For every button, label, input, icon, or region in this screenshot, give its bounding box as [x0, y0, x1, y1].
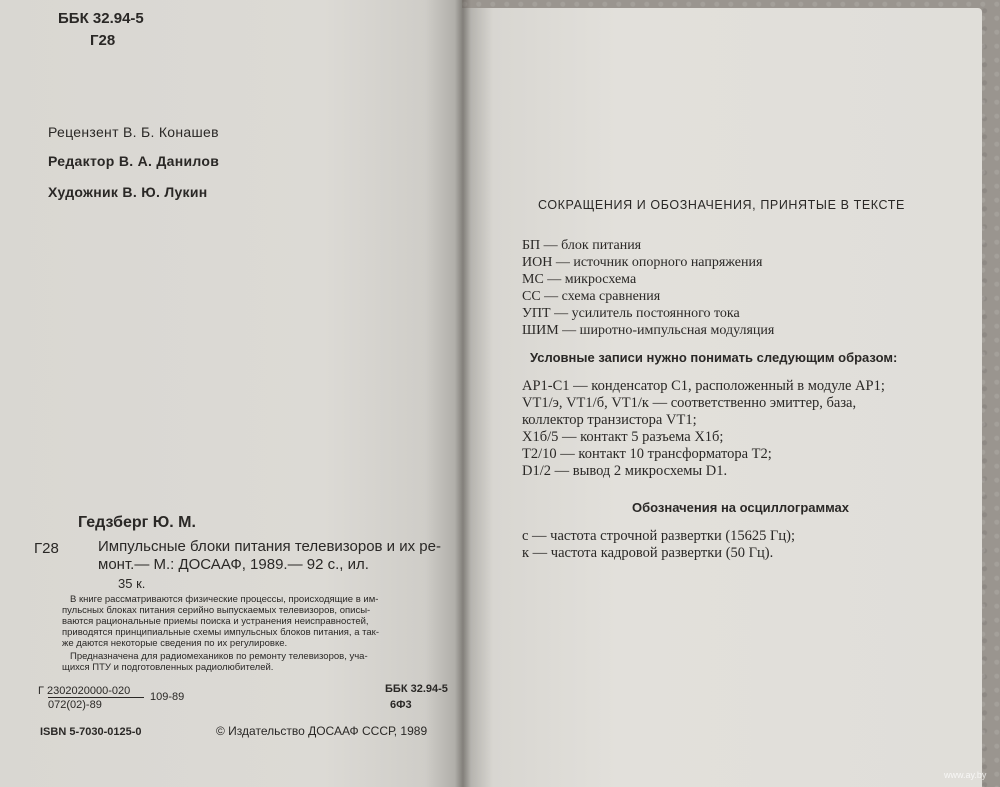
bbk-code-top: ББК 32.94-5 — [58, 10, 144, 27]
catalog-fraction-line — [48, 697, 144, 698]
section-heading: СОКРАЩЕНИЯ И ОБОЗНАЧЕНИЯ, ПРИНЯТЫЕ В ТЕКСТЕ — [538, 198, 905, 212]
price: 35 к. — [118, 576, 146, 591]
watermark: www.ay.by — [944, 770, 987, 780]
catalog-code-top: Г28 — [90, 32, 116, 49]
book-gutter-shadow — [455, 0, 471, 787]
annotation-line: приводятся принципиальные схемы импульсных блоков питания, а так- — [62, 627, 379, 638]
abbreviation-item: БП — блок питания — [522, 238, 642, 253]
credit-reviewer: Рецензент В. Б. Конашев — [48, 124, 219, 140]
catalog-fraction-bottom: 072(02)-89 — [48, 699, 102, 711]
catalog-code-bottom: 6Ф3 — [390, 699, 412, 711]
annotation-line: пульсных блоках питания серийно выпускаемых телевизоров, описы- — [62, 605, 371, 616]
record-line: X1б/5 — контакт 5 разъема X1б; — [522, 429, 724, 445]
catalog-code-entry: Г28 — [34, 540, 59, 557]
bbk-code-bottom: ББК 32.94-5 — [385, 683, 448, 695]
oscillogram-line: с — частота строчной развертки (15625 Гц); — [522, 528, 796, 544]
record-line: AP1-C1 — конденсатор C1, расположенный в модуле AP1; — [522, 378, 885, 394]
record-line: коллектор транзистора VT1; — [522, 412, 697, 428]
record-line: VT1/э, VT1/б, VT1/к — соответственно эмиттер, база, — [522, 395, 857, 411]
abbreviation-item: ШИМ — широтно-импульсная модуляция — [522, 323, 775, 338]
left-page — [0, 0, 462, 787]
abbreviation-item: СС — схема сравнения — [522, 289, 661, 304]
credit-editor: Редактор В. А. Данилов — [48, 153, 220, 169]
subheading-oscillograms: Обозначения на осциллограммах — [632, 500, 850, 515]
catalog-suffix: 109-89 — [150, 691, 185, 703]
annotation-line: ваются рациональные приемы поиска и устранения неисправностей, — [62, 616, 369, 627]
biblio-line-1: Импульсные блоки питания телевизоров и их ре- — [98, 538, 441, 555]
biblio-line-2: монт.— М.: ДОСААФ, 1989.— 92 с., ил. — [98, 556, 369, 573]
copyright: © Издательство ДОСААФ СССР, 1989 — [216, 724, 428, 738]
isbn: ISBN 5-7030-0125-0 — [40, 726, 142, 738]
oscillogram-line: к — частота кадровой развертки (50 Гц). — [522, 545, 774, 561]
subheading-records: Условные записи нужно понимать следующим образом: — [530, 350, 898, 365]
author-name: Гедзберг Ю. М. — [78, 514, 196, 531]
abbreviation-item: УПТ — усилитель постоянного тока — [522, 306, 740, 321]
record-line: T2/10 — контакт 10 трансформатора T2; — [522, 446, 772, 462]
annotation-line: Предназначена для радиомехаников по ремонту телевизоров, уча- — [70, 651, 368, 662]
abbreviation-item: ИОН — источник опорного напряжения — [522, 255, 763, 270]
credit-artist: Художник В. Ю. Лукин — [48, 184, 208, 200]
record-line: D1/2 — вывод 2 микросхемы D1. — [522, 463, 728, 479]
catalog-fraction-top: Г 2302020000-020 — [38, 685, 131, 697]
annotation-line: щихся ПТУ и подготовленных радиолюбителей. — [62, 662, 274, 673]
annotation-line: В книге рассматриваются физические процессы, происходящие в им- — [70, 594, 379, 605]
annotation-line: же даются некоторые сведения по их регулировке. — [62, 638, 288, 649]
abbreviation-item: МС — микросхема — [522, 272, 637, 287]
